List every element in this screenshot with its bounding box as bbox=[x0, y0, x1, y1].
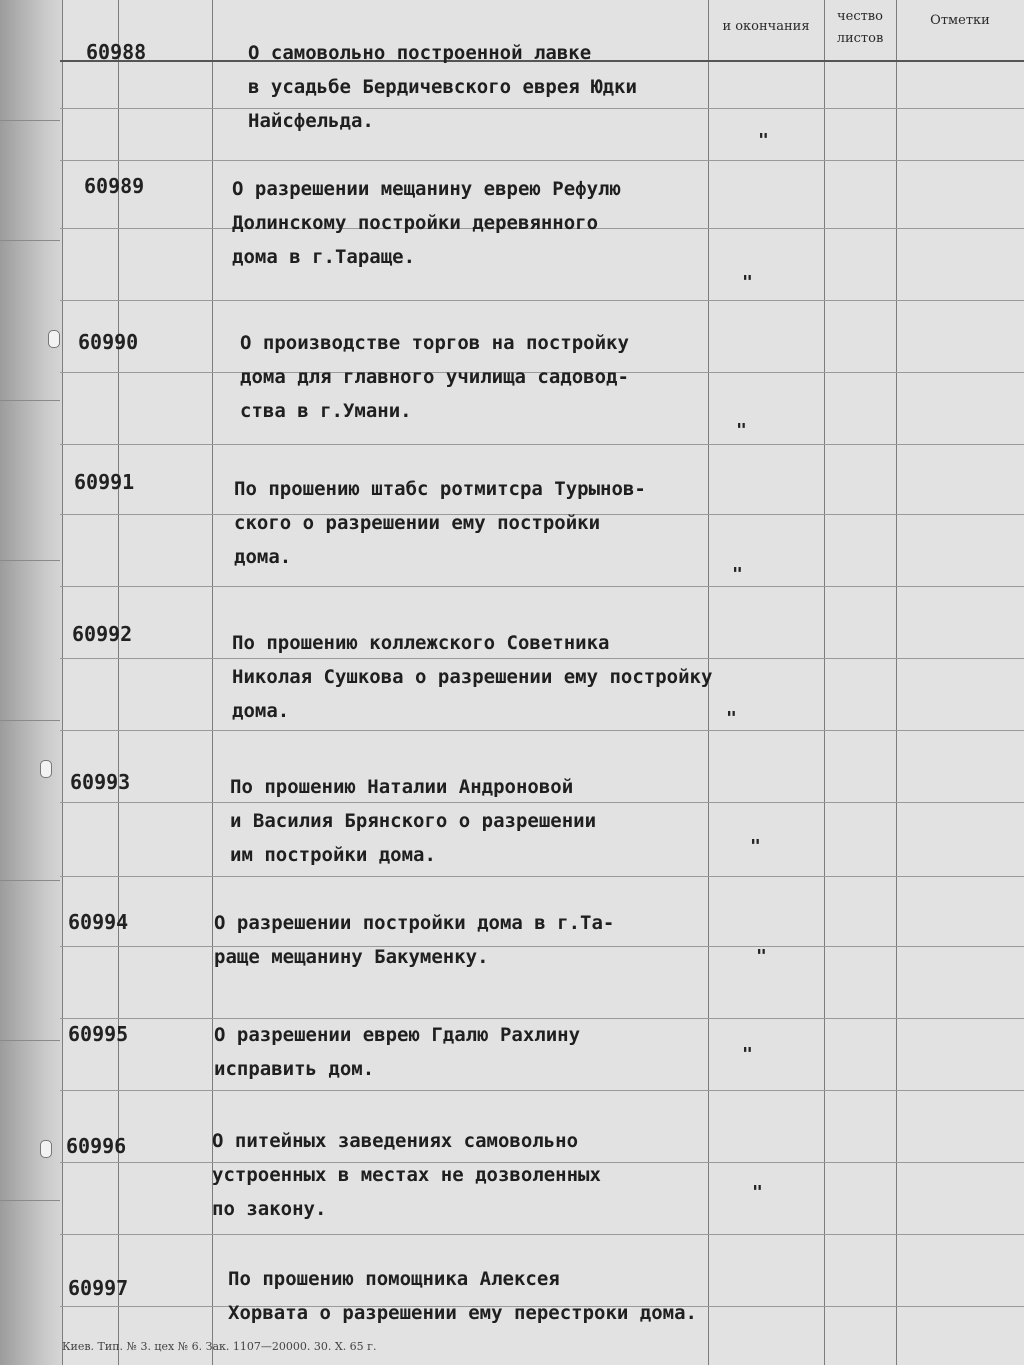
entry-number: 60994 bbox=[68, 910, 129, 934]
ditto-mark: " bbox=[756, 946, 767, 967]
entry-description: По прошению штабс ротмитсра Турынов- ского о разрешении ему постройки дома. bbox=[234, 478, 646, 568]
ruled-line bbox=[60, 1090, 1024, 1091]
ditto-mark: " bbox=[752, 1182, 763, 1203]
entry-description: По прошению помощника Алексея Хорвата о разрешении ему перестроки дома. bbox=[228, 1268, 697, 1324]
entry-description: О самовольно построенной лавке в усадьбе Бердичевского еврея Юдки Найсфельда. bbox=[248, 42, 637, 132]
entry-description: О разрешении постройки дома в г.Та- раще мещанину Бакуменку. bbox=[214, 912, 615, 968]
edge-rule bbox=[0, 720, 60, 721]
entry-description: О производстве торгов на постройку дома для главного училища садовод- ства в г.Умани. bbox=[240, 332, 629, 422]
ditto-mark: " bbox=[732, 564, 743, 585]
edge-rule bbox=[0, 880, 60, 881]
entry-description: О питейных заведениях самовольно устроенных в местах не дозволенных по закону. bbox=[212, 1130, 601, 1220]
ditto-mark: " bbox=[750, 836, 761, 857]
entry-description: О разрешении еврею Гдалю Рахлину исправить дом. bbox=[214, 1024, 581, 1080]
header-marks: Отметки bbox=[930, 13, 990, 28]
edge-rule bbox=[0, 120, 60, 121]
edge-rule bbox=[0, 1040, 60, 1041]
ruled-line bbox=[60, 444, 1024, 445]
entry-number: 60997 bbox=[68, 1276, 129, 1300]
edge-rule bbox=[0, 400, 60, 401]
column-line bbox=[118, 0, 119, 1365]
header-sheet-count: чество листов bbox=[836, 9, 884, 46]
ruled-line bbox=[60, 300, 1024, 301]
ditto-mark: " bbox=[742, 272, 753, 293]
header-dates: и окончания bbox=[722, 19, 810, 34]
entry-number: 60992 bbox=[72, 622, 133, 646]
ditto-mark: " bbox=[736, 420, 747, 441]
ruled-line bbox=[60, 876, 1024, 877]
previous-page-edge bbox=[0, 0, 62, 1365]
column-line bbox=[824, 0, 825, 1365]
entry-description: По прошению Наталии Андроновой и Василия Брянского о разрешении им постройки дома. bbox=[230, 776, 597, 866]
print-imprint: Киев. Тип. № 3. цех № 6. Зак. 1107—20000. 30. X. 65 г. bbox=[62, 1340, 377, 1353]
ruled-line bbox=[60, 1234, 1024, 1235]
ruled-line bbox=[60, 586, 1024, 587]
ditto-mark: " bbox=[726, 708, 737, 729]
ruled-line bbox=[60, 730, 1024, 731]
entry-number: 60988 bbox=[86, 40, 147, 64]
ruled-line bbox=[60, 160, 1024, 161]
entry-number: 60990 bbox=[78, 330, 139, 354]
edge-rule bbox=[0, 1200, 60, 1201]
binding-hole bbox=[40, 760, 52, 778]
ditto-mark: " bbox=[758, 130, 769, 151]
entry-description: По прошению коллежского Советника Николая Сушкова о разрешении ему постройку дома. bbox=[232, 632, 713, 722]
binding-hole bbox=[40, 1140, 52, 1158]
entry-number: 60996 bbox=[66, 1134, 127, 1158]
ditto-mark: " bbox=[742, 1044, 753, 1065]
entry-number: 60991 bbox=[74, 470, 135, 494]
column-line bbox=[62, 0, 63, 1365]
column-line bbox=[896, 0, 897, 1365]
entry-number: 60995 bbox=[68, 1022, 129, 1046]
edge-rule bbox=[0, 560, 60, 561]
entry-description: О разрешении мещанину еврею Рефулю Долинскому постройки деревянного дома в г.Тараще. bbox=[232, 178, 621, 268]
edge-rule bbox=[0, 240, 60, 241]
entry-number: 60993 bbox=[70, 770, 131, 794]
binding-hole bbox=[48, 330, 60, 348]
entry-number: 60989 bbox=[84, 174, 145, 198]
